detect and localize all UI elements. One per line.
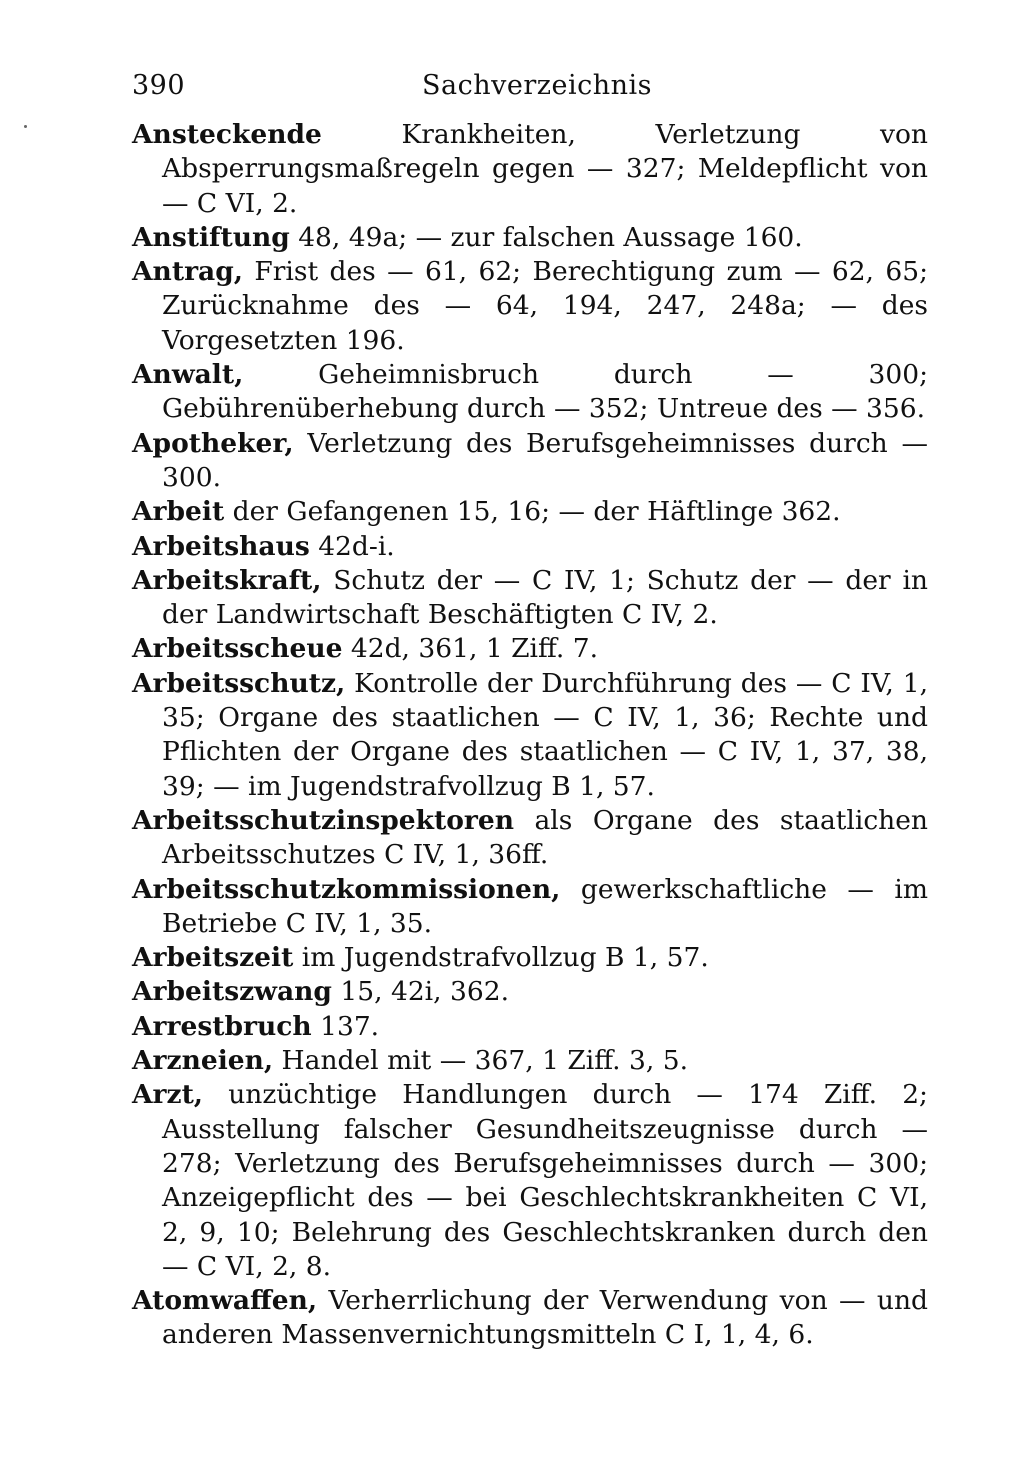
entry-headword: Apotheker, [132,427,294,459]
index-entry [132,941,928,975]
entry-text: 48, 49a; — zur falschen Aussage 160. [289,221,803,253]
entry-headword: Arrestbruch [132,1010,312,1042]
index-entry [132,975,928,1009]
entry-text: 137. [311,1010,380,1042]
entry-text: im Jugendstrafvollzug B 1, 57. [293,942,709,974]
index-entry [132,667,928,804]
scan-speck [24,125,27,128]
entry-text: Frist des — 61, 62; Berechtigung zum — 62, 65; Zurücknahme des — 64, 194, 247, 248a; — des Vorgesetzten 196. [162,256,928,356]
entry-headword: Arbeitszeit [132,942,294,974]
index-entry [132,804,928,873]
entry-text: gewerkschaftliche — im Betriebe C IV, 1, 35. [162,873,928,939]
entry-headword: Arbeitsschutzinspektoren [132,804,515,836]
entry-headword: Arbeitsscheue [132,633,343,665]
index-entry [132,1284,928,1353]
index-entry [132,358,928,427]
entry-text: 42d-i. [309,530,395,562]
entry-text: Krankheiten, Verletzung von Absperrungsmaßregeln gegen — 327; Meldepflicht von — C VI, 2. [162,119,928,219]
entry-text: Verherrlichung der Verwendung von — und anderen Massenvernichtungsmitteln C I, 1, 4, 6. [162,1285,928,1351]
entry-text: unzüchtige Handlungen durch — 174 Ziff. 2; Ausstellung falscher Gesundheitszeugnisse durch — 278; Verletzung des Berufsgeheimnisses durch — 300; Anzeigepflicht des — bei Geschlechtskrankheiten C VI, 2, 9, 10; Belehrung des Geschlechtskranken durch den — C VI, 2, 8. [162,1079,928,1282]
index-entry [132,118,928,221]
entry-text: als Organe des staatlichen Arbeitsschutzes C IV, 1, 36ff. [162,804,928,871]
entry-headword: Arzt, [132,1079,204,1111]
index-entry [132,427,928,496]
index-entry [132,530,928,564]
index-entry [132,632,928,666]
entry-headword: Arbeitskraft, [132,564,322,596]
entry-headword: Arzneien, [132,1045,274,1077]
index-entry [132,873,928,942]
entry-headword: Arbeitsschutzkommissionen, [132,873,561,905]
entry-headword: Arbeitshaus [132,530,310,562]
entry-text: 42d, 361, 1 Ziff. 7. [342,633,599,665]
index-entry [132,1044,928,1078]
entry-headword: Anstiftung [132,221,290,253]
index-entry [132,255,928,358]
entry-headword: Ansteckende [132,119,322,150]
entry-text: Verletzung des Berufsgeheimnisses durch — 300. [162,427,928,493]
index-entry [132,1010,928,1044]
entry-text: 15, 42i, 362. [331,976,510,1008]
entry-headword: Arbeit [132,496,225,528]
entry-text: Kontrolle der Durchführung des — C IV, 1, 35; Organe des staatlichen — C IV, 1, 36; Rechte und Pflichten der Organe des staatlichen — C IV, 1, 37, 38, 39; — im Jugendstrafvollzug B 1, 57. [162,667,928,802]
index-entry [132,564,928,633]
entry-headword: Atomwaffen, [132,1285,318,1317]
index-entry [132,221,928,255]
page-number: 390 [132,70,186,101]
entry-text: der Gefangenen 15, 16; — der Häftlinge 362. [224,496,841,528]
running-title: Sachverzeichnis [422,70,652,101]
index-entry [132,495,928,529]
entry-headword: Anwalt, [132,359,244,391]
entry-text: Schutz der — C IV, 1; Schutz der — der in der Landwirtschaft Beschäftigten C IV, 2. [162,564,928,631]
entry-text: Handel mit — 367, 1 Ziff. 3, 5. [273,1045,688,1077]
entry-headword: Arbeitsschutz, [132,667,346,699]
entry-text: Geheimnisbruch durch — 300; Gebührenüberhebung durch — 352; Untreue des — 356. [162,359,928,425]
index-page [132,62,928,1353]
index-entries [132,118,928,1353]
running-head [132,62,928,118]
index-entry [132,1078,928,1284]
entry-headword: Antrag, [132,256,243,288]
entry-headword: Arbeitszwang [132,976,332,1008]
